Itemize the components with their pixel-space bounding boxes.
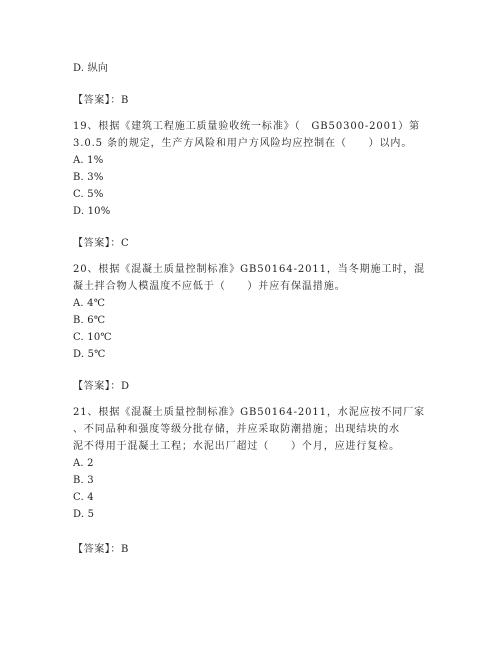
question-text-line: 泥不得用于混凝土工程；水泥出厂超过（ ）个月，应进行复检。: [73, 441, 400, 452]
answer: 【答案】：C: [73, 238, 130, 249]
answer: 【答案】：D: [73, 381, 130, 392]
option-a: A. 1%: [73, 155, 104, 166]
option-c: C. 10℃: [73, 332, 112, 343]
option-d: D. 5: [73, 509, 95, 520]
option-c: C. 4: [73, 492, 94, 503]
option-c: C. 5%: [73, 189, 104, 200]
option-b: B. 3: [73, 475, 94, 486]
prev-option-d: D. 纵向: [73, 63, 109, 74]
question-text-line: 、不同品种和强度等级分批存储，并应采取防潮措施；出现结块的水: [73, 424, 400, 435]
question-text-line: 21、根据《混凝土质量控制标准》GB50164-2011，水泥应按不同厂家: [73, 407, 426, 418]
option-d: D. 10%: [73, 206, 111, 217]
option-a: A. 2: [73, 458, 94, 469]
option-b: B. 3%: [73, 172, 104, 183]
option-a: A. 4℃: [73, 298, 106, 309]
prev-answer: 【答案】：B: [73, 95, 129, 106]
question-text-line: 3.0.5 条的规定，生产方风险和用户方风险均应控制在（ ）以内。: [73, 138, 413, 149]
option-b: B. 6℃: [73, 315, 106, 326]
question-text-line: 20、根据《混凝土质量控制标准》GB50164-2011，当冬期施工时，混: [73, 264, 426, 275]
question-text-line: 19、根据《建筑工程施工质量验收统一标准》（ GB50300-2001）第: [73, 121, 421, 132]
answer: 【答案】：B: [73, 544, 129, 555]
question-text-line: 凝土拌合物人模温度不应低于（ ）并应有保温措施。: [73, 281, 346, 292]
option-d: D. 5℃: [73, 349, 106, 360]
